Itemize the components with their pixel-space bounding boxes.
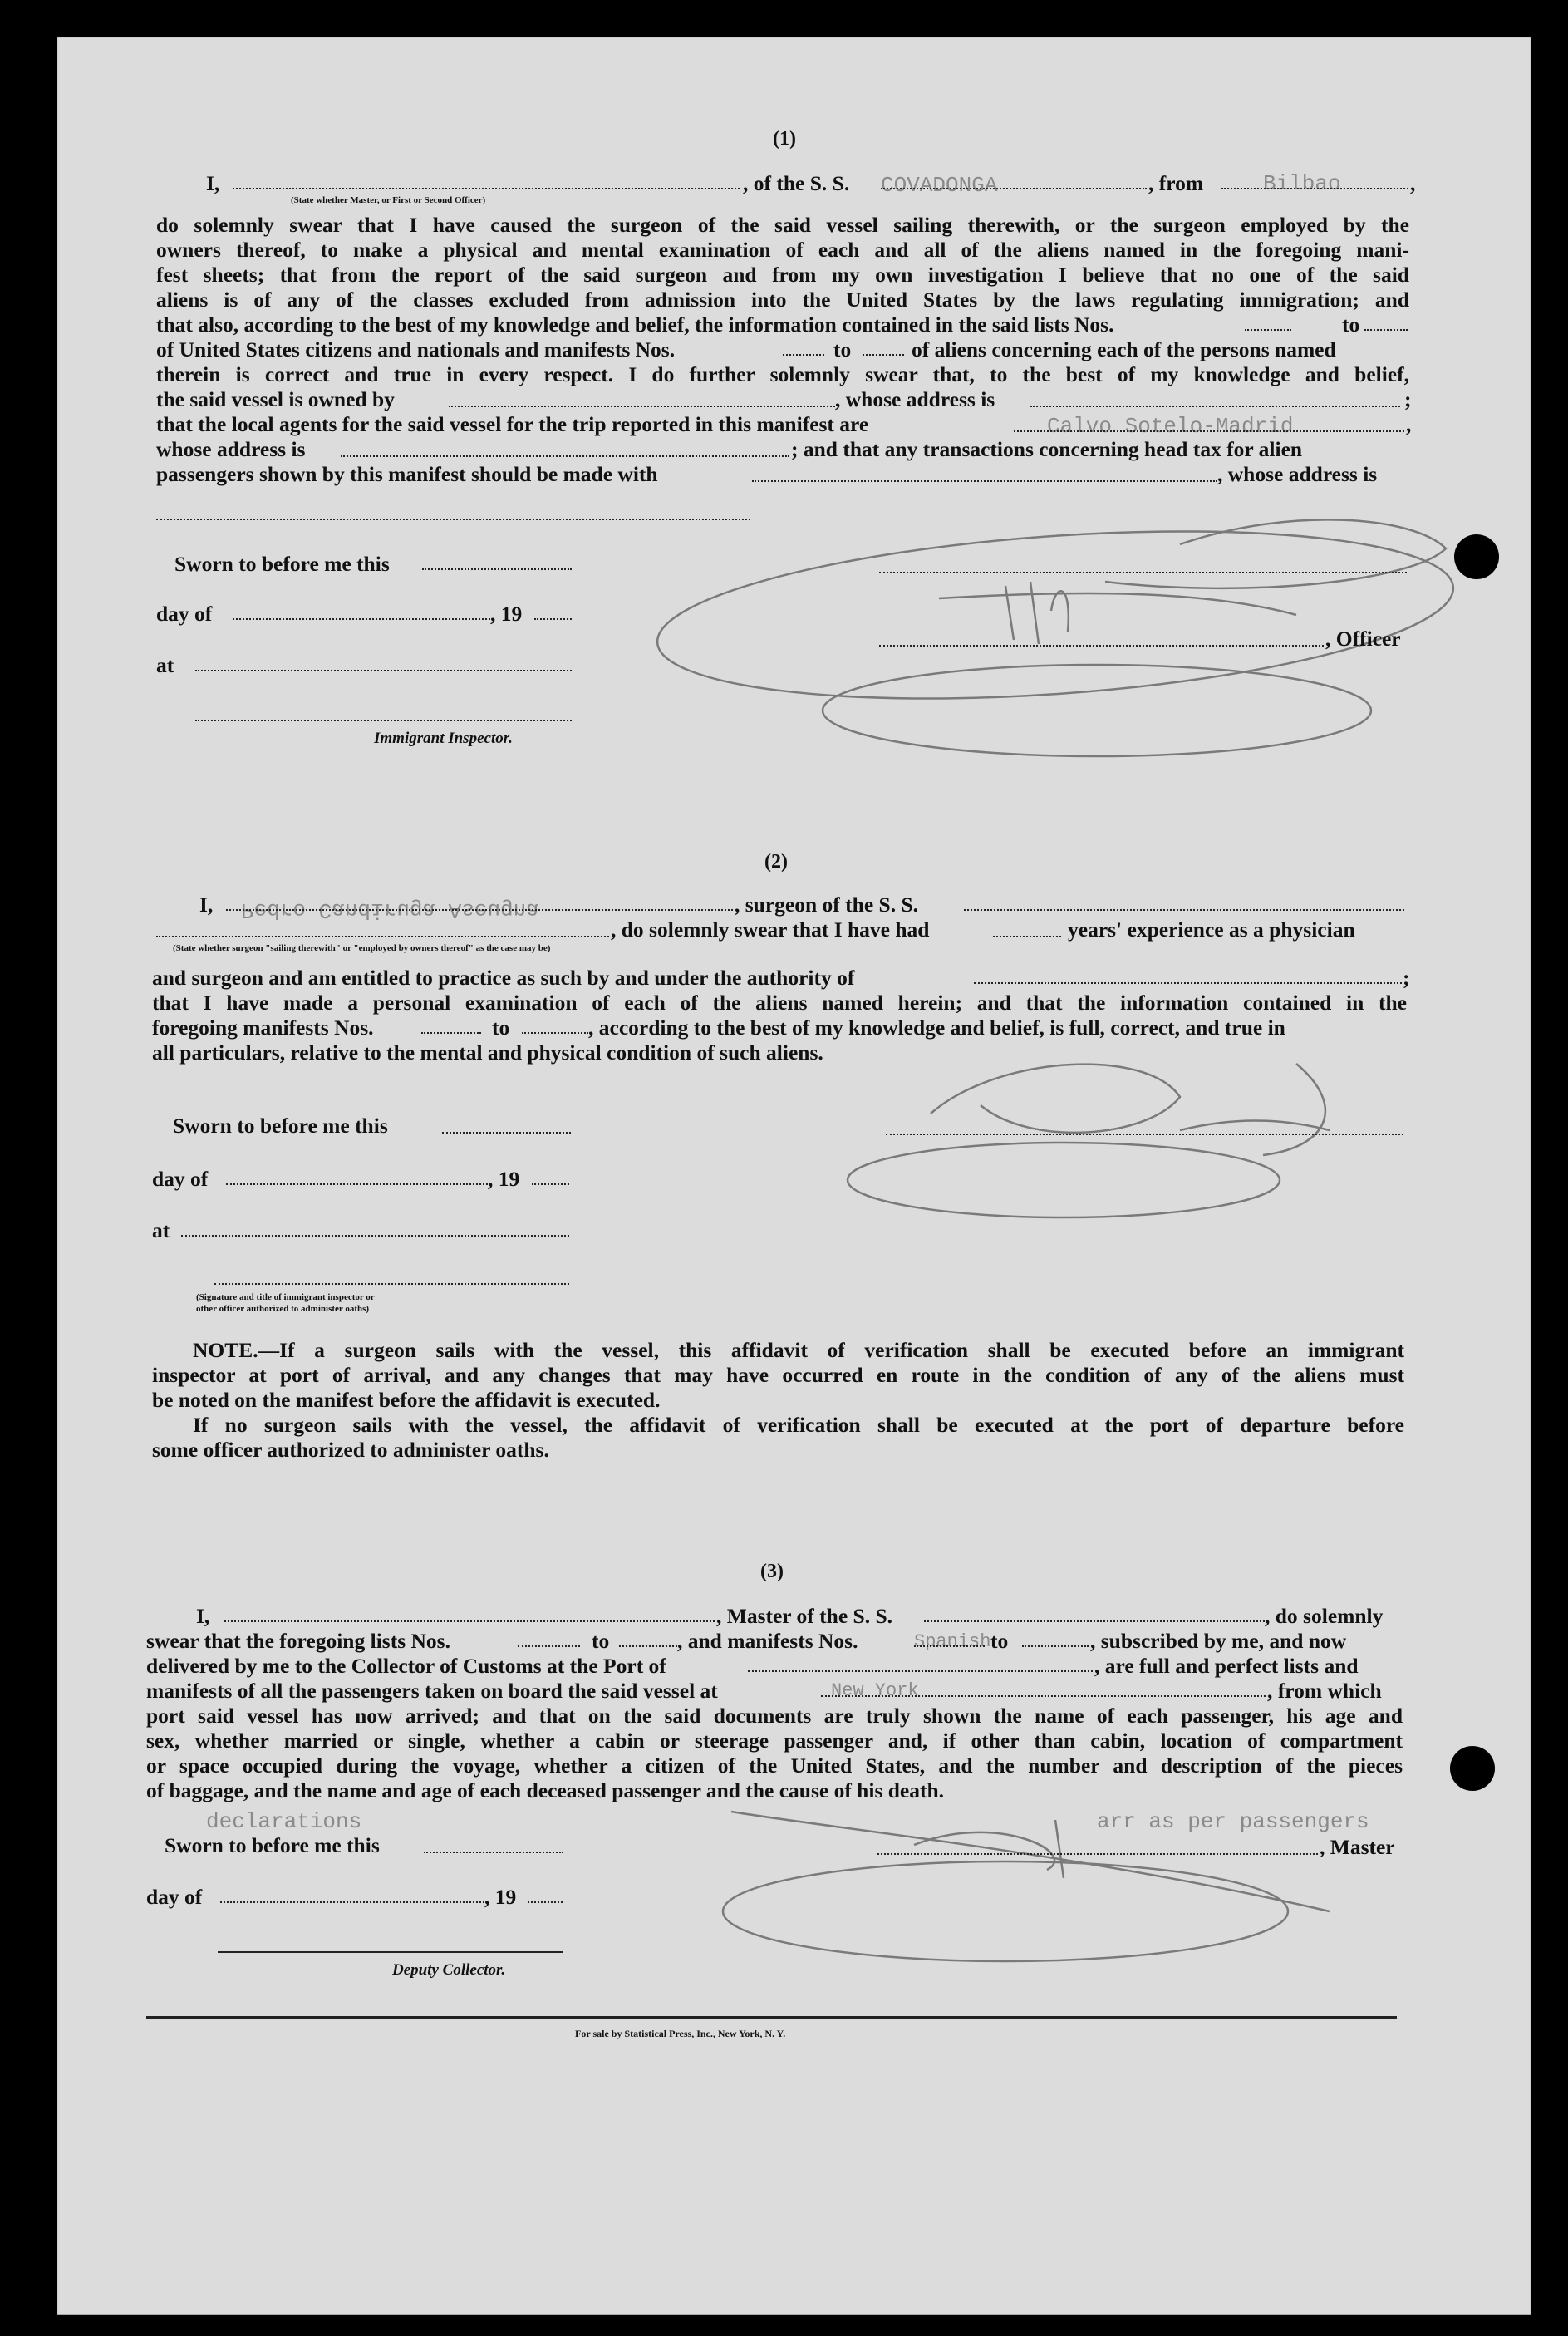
s1-body-line: aliens is of any of the classes excluded from admission into the United States by the laws regulating immigration; and xyxy=(156,288,1409,312)
s1-that-also: that also, according to the best of my knowledge and belief, the information contained in the said lists Nos. xyxy=(156,312,1114,337)
s3-sworn-day-field[interactable] xyxy=(424,1852,563,1853)
footer-rule xyxy=(146,2016,1397,2019)
typed-passengers-note: arr as per passengers xyxy=(1097,1809,1369,1834)
s2-manifests-a: foregoing manifests Nos. xyxy=(152,1016,374,1040)
s1-vessel-field[interactable] xyxy=(881,188,1147,189)
s2-surgeon-signature-field[interactable] xyxy=(886,1134,1403,1135)
s1-manifests-from-field[interactable] xyxy=(783,354,824,356)
s2-note-5: some officer authorized to administer oaths. xyxy=(152,1438,549,1462)
s2-surgeon-of: , surgeon of the S. S. xyxy=(735,893,919,917)
s1-from: , from xyxy=(1148,171,1204,195)
s1-sworn: Sworn to before me this xyxy=(174,552,390,576)
s3-vessel-field[interactable] xyxy=(924,1620,1265,1622)
s2-line5: all particulars, relative to the mental and physical condition of such aliens. xyxy=(152,1040,823,1065)
s1-comma: , xyxy=(1406,412,1412,436)
s1-citizens-b: of aliens concerning each of the persons named xyxy=(912,337,1336,361)
s1-therein: therein is correct and true in every respect. I do further solemnly swear that, to the best of my knowledge and belief, xyxy=(156,362,1409,386)
s1-agents-field[interactable] xyxy=(1014,430,1404,432)
s1-body-line: fest sheets; that from the report of the said surgeon and from my own investigation I believe that no one of the said xyxy=(156,263,1409,287)
s3-master-signature-field[interactable] xyxy=(877,1853,1318,1855)
s3-sworn: Sworn to before me this xyxy=(165,1833,380,1857)
s1-passengers: passengers shown by this manifest should be made with xyxy=(156,462,658,486)
s1-head-tax-party-field[interactable] xyxy=(752,480,1217,482)
s3-port-field[interactable] xyxy=(748,1670,1093,1672)
s1-day-of: day of xyxy=(156,602,213,626)
s3-body-line: sex, whether married or single, whether a cabin or steerage passenger and, if other than cabin, location of compartment xyxy=(146,1729,1403,1753)
typed-spanish: Spanish xyxy=(914,1631,991,1652)
s3-swear: , do solemnly xyxy=(1265,1604,1384,1628)
s1-year-field[interactable] xyxy=(534,618,572,620)
s3-day-of: day of xyxy=(146,1885,203,1909)
s3-master-of: , Master of the S. S. xyxy=(716,1604,893,1628)
s2-month-field[interactable] xyxy=(226,1183,488,1185)
s1-end-comma: , xyxy=(1410,171,1416,195)
s2-year: , 19 xyxy=(488,1167,520,1191)
s3-lists-from-field[interactable] xyxy=(518,1645,580,1647)
s2-authority: and surgeon and am entitled to practice as such by and under the authority of xyxy=(152,966,855,990)
s2-years-field[interactable] xyxy=(993,936,1061,937)
s2-sworn: Sworn to before me this xyxy=(173,1114,388,1138)
s2-manifests-b: , according to the best of my knowledge and belief, is full, correct, and true in xyxy=(588,1016,1285,1040)
s1-at: at xyxy=(156,653,174,677)
s1-from-field[interactable] xyxy=(1221,188,1408,189)
s1-citizens-a: of United States citizens and nationals and manifests Nos. xyxy=(156,337,676,361)
s2-at: at xyxy=(152,1218,170,1242)
s1-whose-address-2: whose address is xyxy=(156,437,306,461)
s1-manifests-to-field[interactable] xyxy=(863,354,904,356)
s2-note-2: inspector at port of arrival, and any changes that may have occurred en route in the condition of any of the aliens must xyxy=(152,1363,1404,1387)
s1-immigrant-inspector: Immigrant Inspector. xyxy=(374,730,513,747)
s1-to: to xyxy=(1342,312,1360,337)
s3-from-which: , from which xyxy=(1267,1679,1382,1703)
s2-official-signature-field[interactable] xyxy=(214,1283,569,1285)
s3-full: , are full and perfect lists and xyxy=(1094,1654,1359,1678)
s2-hint: (State whether surgeon "sailing therewith" or "employed by owners thereof" as the case may be) xyxy=(173,943,551,953)
s1-officer-signature-field[interactable] xyxy=(879,572,1407,573)
s3-lists-b: , and manifests Nos. xyxy=(677,1629,858,1653)
s1-semicolon: ; xyxy=(1404,387,1412,411)
s2-note-label: NOTE. xyxy=(193,1338,258,1362)
s2-years: years' experience as a physician xyxy=(1068,917,1355,942)
s3-delivered: delivered by me to the Collector of Customs at the Port of xyxy=(146,1654,666,1678)
s3-last: of baggage, and the name and age of each deceased passenger and the cause of his death. xyxy=(146,1778,945,1802)
s3-body-line: or space occupied during the voyage, whether a citizen of the United States, and the number and description of the pieces xyxy=(146,1753,1403,1778)
footer-imprint: For sale by Statistical Press, Inc., New York, N. Y. xyxy=(575,2028,786,2039)
s1-role-hint: (State whether Master, or First or Second Officer) xyxy=(291,195,486,205)
s1-body-line: do solemnly swear that I have caused the surgeon of the said vessel sailing therewith, or the surgeon employed by the xyxy=(156,213,1409,237)
s3-manifests-from-field[interactable] xyxy=(914,1645,985,1647)
s2-to: to xyxy=(492,1016,510,1040)
s1-owner-field[interactable] xyxy=(449,406,835,407)
s3-year: , 19 xyxy=(484,1885,517,1909)
s2-manifests-from-field[interactable] xyxy=(421,1032,481,1034)
typed-owner-address: Calvo Sotelo-Madrid xyxy=(1047,414,1294,439)
s3-manifests: manifests of all the passengers taken on board the said vessel at xyxy=(146,1679,718,1703)
s3-i: I, xyxy=(196,1604,210,1628)
s3-master: , Master xyxy=(1320,1835,1395,1859)
s1-to-2: to xyxy=(833,337,852,361)
s1-owner-address-field[interactable] xyxy=(1030,406,1400,407)
s1-lists-to-field[interactable] xyxy=(1364,329,1408,331)
s1-local-agents: that the local agents for the said vessel for the trip reported in this manifest are xyxy=(156,412,869,436)
s1-year: , 19 xyxy=(490,602,523,626)
s2-line3: that I have made a personal examination of each of the aliens named herein; and that the information contained in the xyxy=(152,991,1407,1015)
s1-owned-by: the said vessel is owned by xyxy=(156,387,395,411)
s2-manifests-to-field[interactable] xyxy=(522,1032,588,1034)
s3-embark-port-field[interactable] xyxy=(821,1695,1266,1697)
typed-declarations: declarations xyxy=(206,1809,362,1834)
s3-lists-c: , subscribed by me, and now xyxy=(1090,1629,1347,1653)
section-2-number: (2) xyxy=(764,851,788,873)
s2-note-1: —If a surgeon sails with the vessel, this affidavit of verification shall be executed before an immigrant xyxy=(258,1338,1404,1362)
s1-agents-address-field[interactable] xyxy=(341,455,789,457)
s1-lists-from-field[interactable] xyxy=(1245,329,1291,331)
s2-note-line1 xyxy=(193,1338,1404,1363)
s3-master-name-field[interactable] xyxy=(224,1620,715,1622)
s1-month-field[interactable] xyxy=(233,618,490,620)
s2-sig-hint-1: (Signature and title of immigrant inspector or xyxy=(196,1292,375,1302)
s3-month-field[interactable] xyxy=(220,1901,484,1903)
section-1-number: (1) xyxy=(773,128,796,150)
s2-sworn-day-field[interactable] xyxy=(442,1132,571,1134)
s1-head-tax-address-field[interactable] xyxy=(156,519,750,520)
s3-lists-to-field[interactable] xyxy=(619,1645,677,1647)
s2-sig-hint-2: other officer authorized to administer oaths) xyxy=(196,1304,370,1314)
s1-body-line: owners thereof, to make a physical and mental examination of each and all of the aliens named in the foregoing mani- xyxy=(156,238,1409,262)
typed-from-port: Bilbao xyxy=(1263,171,1341,196)
s3-to: to xyxy=(592,1629,610,1653)
s2-at-field[interactable] xyxy=(181,1235,569,1237)
s1-whose-address: , whose address is xyxy=(835,387,995,411)
s1-officer-name-field[interactable] xyxy=(233,188,740,189)
s2-authority-field[interactable] xyxy=(974,982,1402,984)
section-3-number: (3) xyxy=(760,1561,784,1582)
s2-note-4: If no surgeon sails with the vessel, the affidavit of verification shall be executed at the port of departure before xyxy=(193,1413,1404,1437)
s3-deputy-collector: Deputy Collector. xyxy=(392,1961,506,1979)
s3-manifests-to-field[interactable] xyxy=(1022,1645,1089,1647)
s3-lists-a: swear that the foregoing lists Nos. xyxy=(146,1629,450,1653)
s1-inspector-signature-field[interactable] xyxy=(195,720,572,721)
s1-of-ss: , of the S. S. xyxy=(743,171,850,195)
s2-i: I, xyxy=(199,893,214,917)
s1-head-tax: ; and that any transactions concerning head tax for alien xyxy=(791,437,1303,461)
s1-at-field[interactable] xyxy=(195,670,572,671)
s3-to-2: to xyxy=(990,1629,1009,1653)
typed-vessel-name: COVADONGA xyxy=(881,173,998,198)
s2-surgeon-name-field[interactable] xyxy=(226,909,733,911)
s2-day-of: day of xyxy=(152,1167,209,1191)
s1-officer: , Officer xyxy=(1325,627,1401,651)
typed-surgeon-name: Pedro Candiruga Aseugna xyxy=(241,898,539,922)
s2-note-3: be noted on the manifest before the affidavit is executed. xyxy=(152,1388,661,1412)
s3-collector-signature-field[interactable] xyxy=(218,1951,563,1953)
s1-officer-name-line[interactable] xyxy=(879,645,1324,647)
s3-body-line: port said vessel has now arrived; and that on the said documents are truly shown the name of each passenger, his age and xyxy=(146,1704,1403,1728)
s2-semicolon: ; xyxy=(1403,966,1410,990)
s2-year-field[interactable] xyxy=(532,1183,569,1185)
s2-vessel-field[interactable] xyxy=(964,909,1404,911)
s1-sworn-day-field[interactable] xyxy=(422,568,572,570)
s1-i: I, xyxy=(206,171,220,195)
s2-swear: , do solemnly swear that I have had xyxy=(611,917,930,942)
s3-year-field[interactable] xyxy=(528,1901,563,1903)
s1-whose-address-3: , whose address is xyxy=(1217,462,1378,486)
s2-sailing-status-field[interactable] xyxy=(156,936,609,937)
typed-port: New York xyxy=(831,1680,919,1701)
